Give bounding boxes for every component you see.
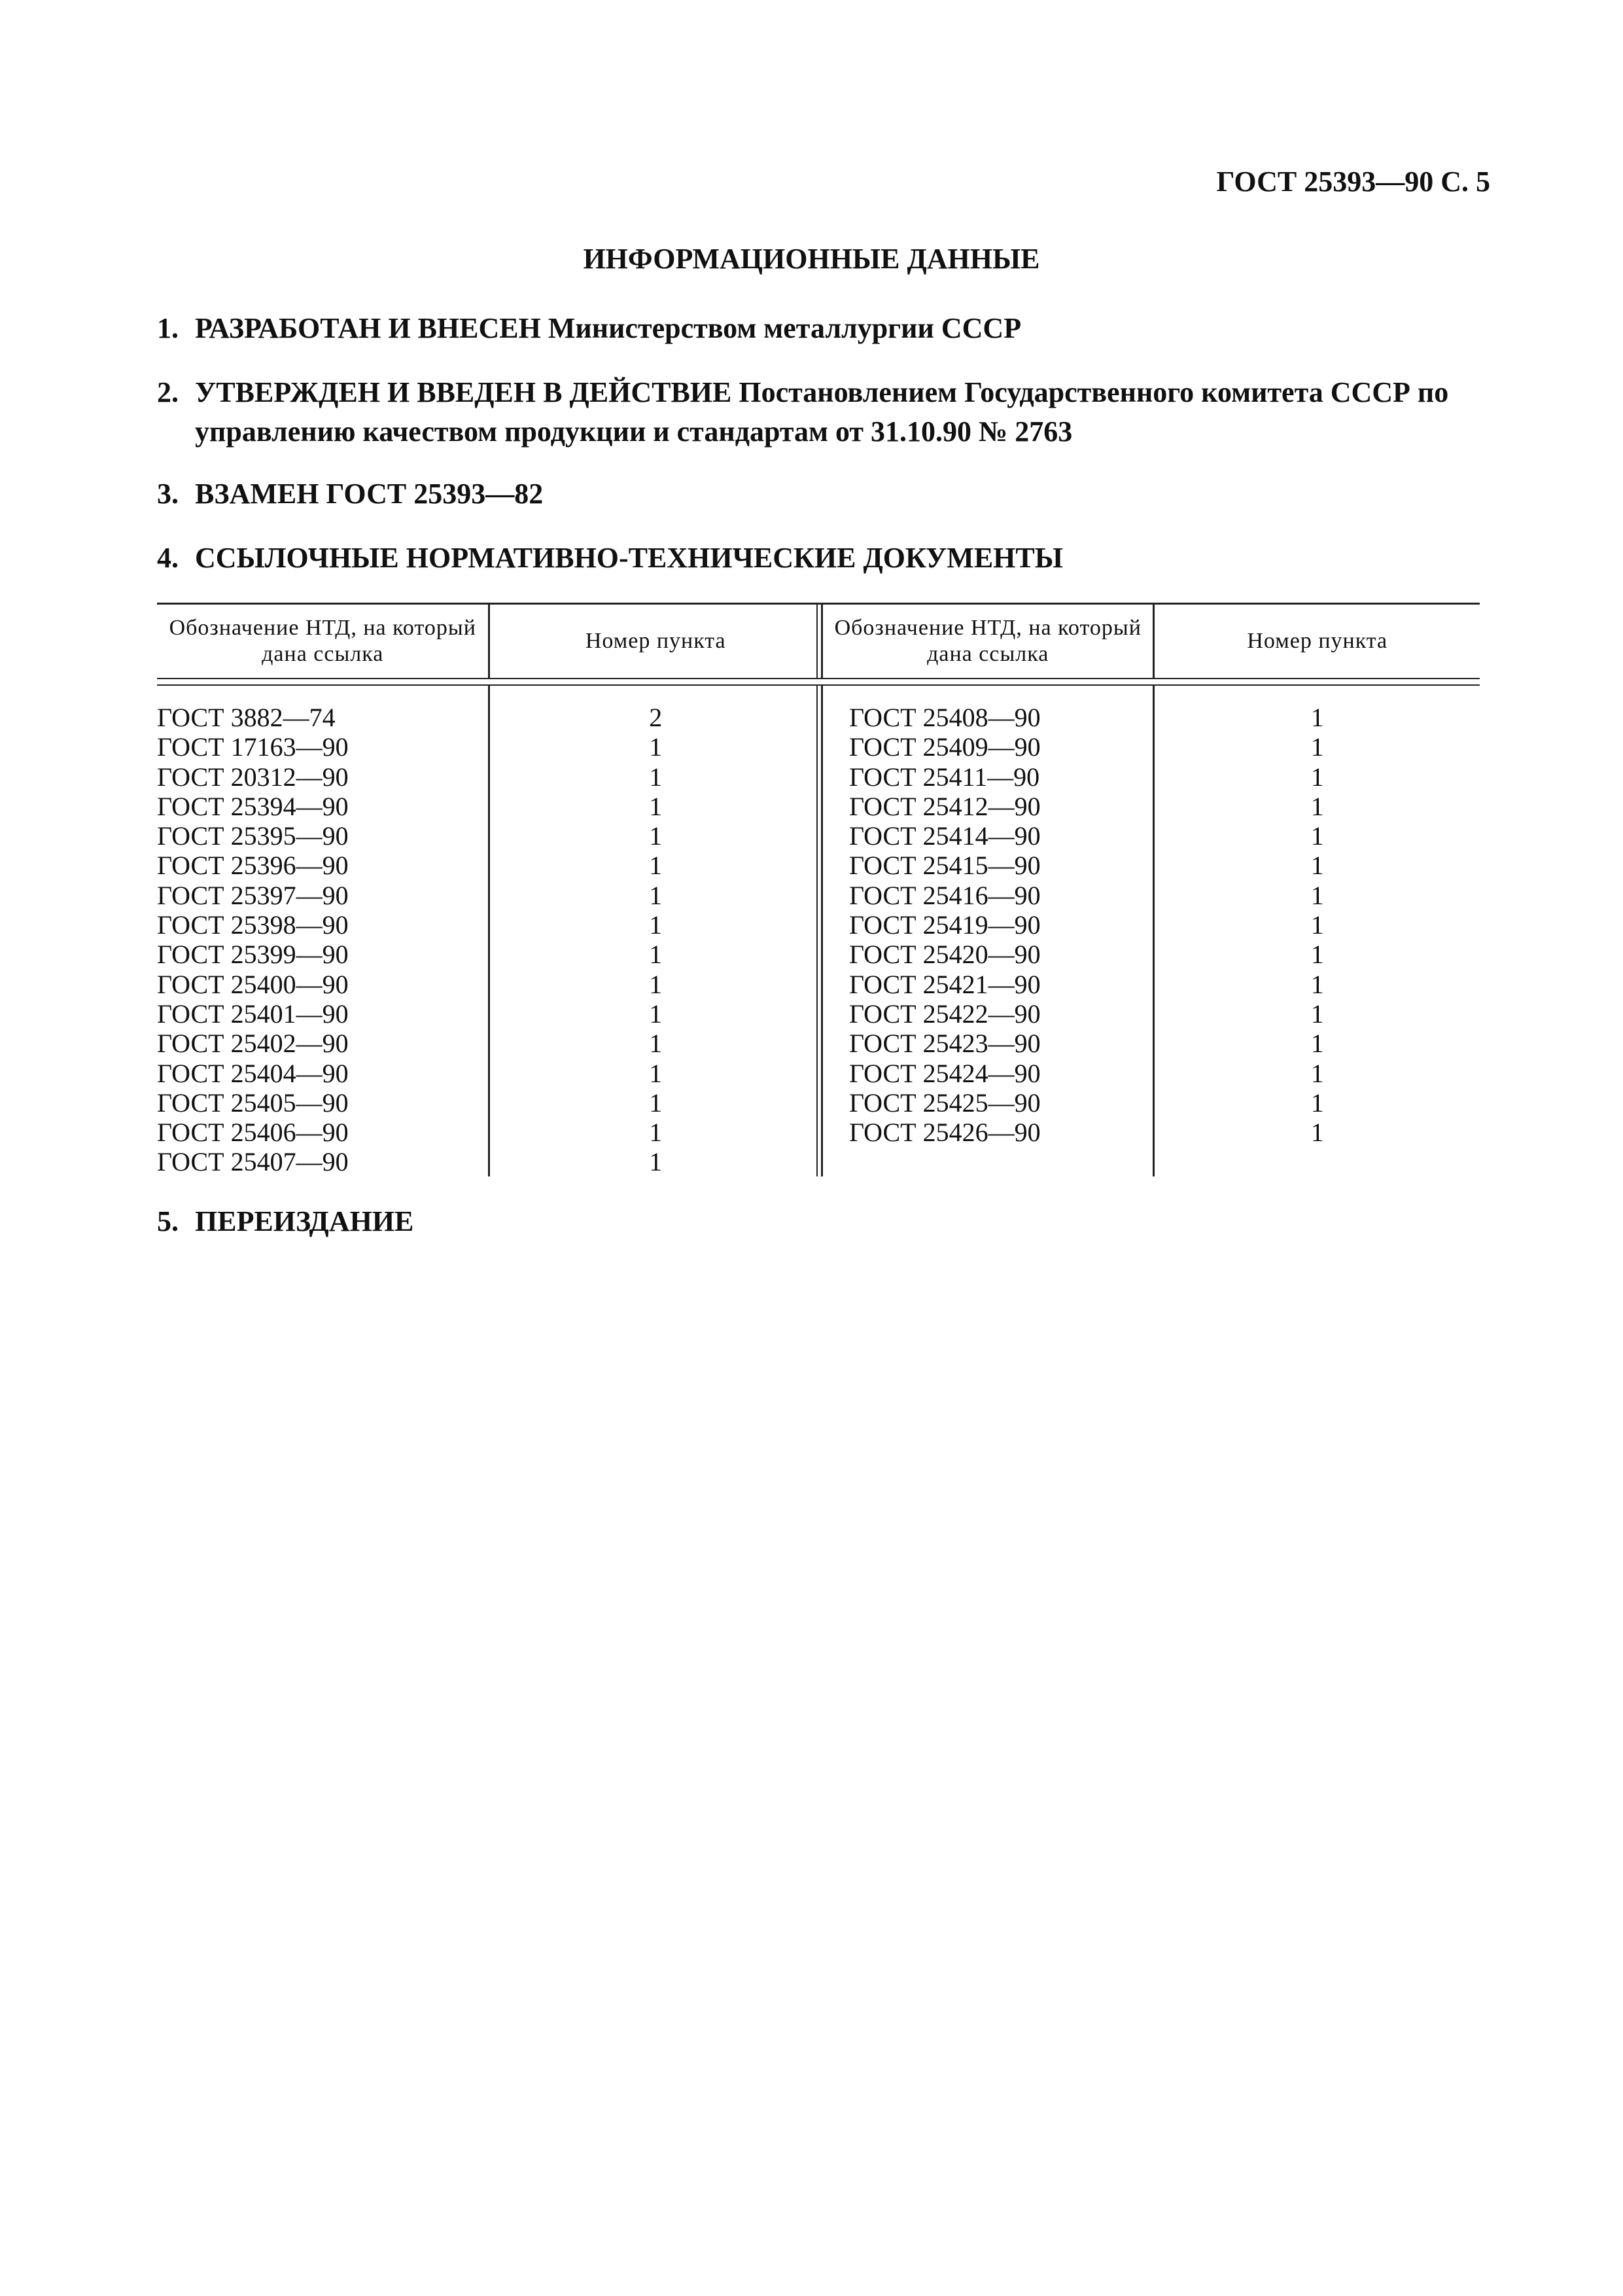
reference-clause: 1 xyxy=(1310,880,1324,910)
section-developed xyxy=(157,309,1492,348)
reference-clause: 1 xyxy=(649,791,663,821)
reference-designation: ГОСТ 25394—90 xyxy=(157,791,349,821)
reference-designation: ГОСТ 25406—90 xyxy=(157,1118,349,1148)
reference-designation: ГОСТ 25405—90 xyxy=(157,1087,349,1118)
header-designation: Обозначение НТД, на который дана ссылка xyxy=(169,616,476,666)
reference-clause: 1 xyxy=(1310,821,1324,851)
reference-clause: 1 xyxy=(649,998,663,1029)
section-number: 3. xyxy=(157,478,179,510)
reference-designation: ГОСТ 25422—90 xyxy=(848,998,1041,1029)
reference-designation: ГОСТ 25423—90 xyxy=(848,1029,1041,1059)
reference-designation: ГОСТ 25425—90 xyxy=(848,1087,1041,1118)
section-number: 5. xyxy=(157,1205,179,1237)
reference-designation: ГОСТ 25408—90 xyxy=(848,703,1041,732)
reference-clause: 1 xyxy=(1310,703,1324,732)
reference-clause: 1 xyxy=(1310,1029,1324,1059)
reference-designation: ГОСТ 17163—90 xyxy=(157,732,349,762)
column-left-designation xyxy=(157,686,488,1176)
reference-designation: ГОСТ 25411—90 xyxy=(848,762,1040,792)
reference-clause: 1 xyxy=(649,821,663,851)
reference-clause: 1 xyxy=(649,969,663,999)
section-number: 1. xyxy=(157,312,179,344)
reference-table xyxy=(157,603,1480,1176)
reference-clause: 1 xyxy=(649,910,663,940)
header-clause: Номер пункта xyxy=(1153,605,1480,678)
reference-clause: 1 xyxy=(1310,1058,1324,1088)
reference-designation: ГОСТ 25416—90 xyxy=(848,880,1041,910)
header-clause: Номер пункта xyxy=(488,605,821,678)
reference-designation: ГОСТ 25407—90 xyxy=(157,1147,349,1177)
reference-clause: 1 xyxy=(649,762,663,792)
reference-designation: ГОСТ 25398—90 xyxy=(157,910,349,940)
reference-clause: 1 xyxy=(1310,998,1324,1029)
section-number: 2. xyxy=(157,376,179,408)
section-heading: ССЫЛОЧНЫЕ НОРМАТИВНО-ТЕХНИЧЕСКИЕ ДОКУМЕНТЫ xyxy=(195,542,1063,574)
reference-clause: 1 xyxy=(1310,762,1324,792)
reference-clause: 1 xyxy=(649,1058,663,1088)
reference-clause: 1 xyxy=(1310,732,1324,762)
section-heading: ПЕРЕИЗДАНИЕ xyxy=(195,1205,414,1237)
reference-clause: 1 xyxy=(649,940,663,970)
section-continuation: управлению качеством продукции и стандартам от 31.10.90 № 2763 xyxy=(195,415,1073,448)
section-number: 4. xyxy=(157,542,179,574)
header-designation: Обозначение НТД, на который дана ссылка xyxy=(821,605,1153,678)
reference-designation: ГОСТ 25420—90 xyxy=(848,940,1041,970)
reference-designation: ГОСТ 20312—90 xyxy=(157,762,349,792)
column-right-designation xyxy=(821,686,1153,1176)
reference-designation: ГОСТ 25409—90 xyxy=(848,732,1041,762)
section-text: Министерством металлургии СССР xyxy=(540,312,1022,344)
reference-clause: 1 xyxy=(1310,940,1324,970)
page-header: ГОСТ 25393—90 С. 5 xyxy=(1216,166,1490,198)
reference-clause: 1 xyxy=(649,732,663,762)
column-left-clause xyxy=(488,686,821,1176)
section-references xyxy=(157,539,1492,578)
section-approved xyxy=(157,373,1492,451)
reference-clause: 1 xyxy=(649,1087,663,1118)
reference-designation: ГОСТ 25426—90 xyxy=(848,1118,1041,1148)
reference-designation: ГОСТ 25402—90 xyxy=(157,1029,349,1059)
reference-designation: ГОСТ 25401—90 xyxy=(157,998,349,1029)
section-heading: РАЗРАБОТАН И ВНЕСЕН xyxy=(195,312,541,344)
reference-designation: ГОСТ 25396—90 xyxy=(157,851,349,881)
reference-clause: 1 xyxy=(649,851,663,881)
reference-clause: 1 xyxy=(1310,851,1324,881)
reference-designation: ГОСТ 25421—90 xyxy=(848,969,1041,999)
reference-designation: ГОСТ 25412—90 xyxy=(848,791,1041,821)
section-text: Постановлением Государственного комитета СССР по xyxy=(731,376,1449,408)
reference-designation: ГОСТ 25414—90 xyxy=(848,821,1041,851)
document-title: ИНФОРМАЦИОННЫЕ ДАННЫЕ xyxy=(583,243,1040,275)
reference-clause: 2 xyxy=(649,703,663,732)
reference-clause: 1 xyxy=(649,1029,663,1059)
table-body xyxy=(157,686,1480,1176)
reference-clause: 1 xyxy=(1310,910,1324,940)
reference-clause: 1 xyxy=(649,1147,663,1177)
reference-clause: 1 xyxy=(649,1118,663,1148)
reference-clause: 1 xyxy=(649,880,663,910)
reference-designation: ГОСТ 25395—90 xyxy=(157,821,349,851)
reference-designation: ГОСТ 25397—90 xyxy=(157,880,349,910)
table-header-row xyxy=(157,605,1480,678)
section-replaces xyxy=(157,474,1492,514)
reference-designation: ГОСТ 25424—90 xyxy=(848,1058,1041,1088)
reference-designation: ГОСТ 3882—74 xyxy=(157,703,336,732)
section-heading: УТВЕРЖДЕН И ВВЕДЕН В ДЕЙСТВИЕ xyxy=(195,376,732,408)
reference-designation: ГОСТ 25400—90 xyxy=(157,969,349,999)
section-reissue xyxy=(157,1202,1492,1241)
reference-designation: ГОСТ 25399—90 xyxy=(157,940,349,970)
reference-designation: ГОСТ 25419—90 xyxy=(848,910,1041,940)
reference-designation: ГОСТ 25404—90 xyxy=(157,1058,349,1088)
reference-clause: 1 xyxy=(1310,969,1324,999)
header-divider xyxy=(157,678,1480,686)
reference-designation: ГОСТ 25415—90 xyxy=(848,851,1041,881)
section-heading: ВЗАМЕН ГОСТ 25393—82 xyxy=(195,478,544,510)
reference-clause: 1 xyxy=(1310,1087,1324,1118)
reference-clause: 1 xyxy=(1310,791,1324,821)
reference-clause: 1 xyxy=(1310,1118,1324,1148)
column-right-clause xyxy=(1153,686,1480,1176)
